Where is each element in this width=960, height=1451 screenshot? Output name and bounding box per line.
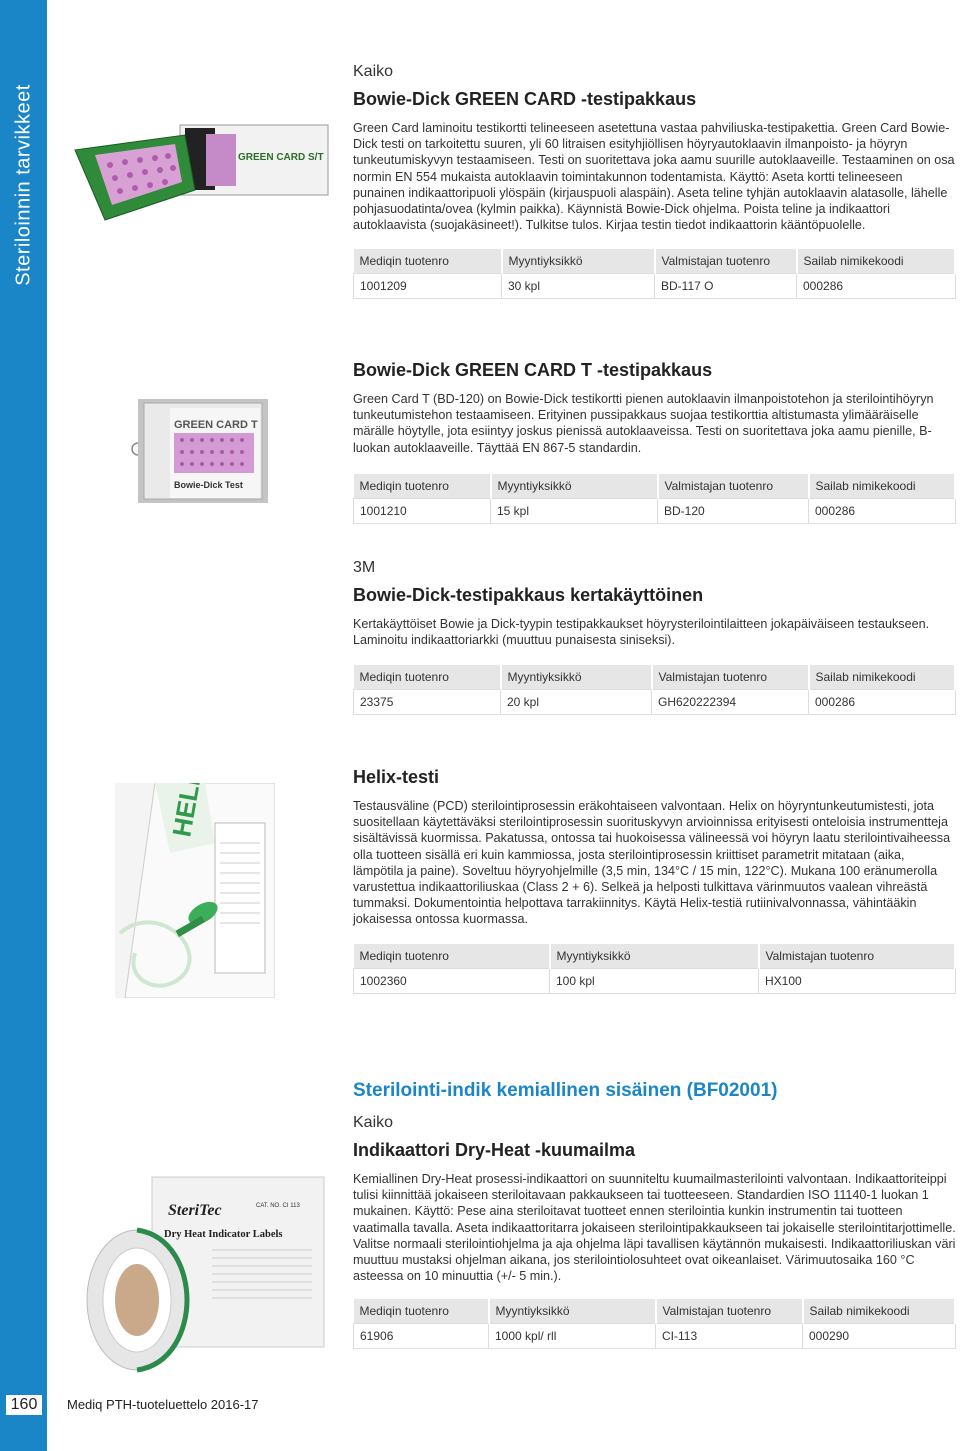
- page-number: 160: [6, 1395, 42, 1415]
- green-card-t-image: [130, 398, 270, 504]
- product-description: Testausväline (PCD) sterilointiprosessin eräkohtaiseen valvontaan. Helix on höyryntunkeutumistesti, jota suositellaan käytettäväksi sterilointiprosessin suorituskyvyn arvioinnissa erityisesti onteloisia instrumentteja sisältävissä kuormissa. Pakatussa, ontossa tai huokoisessa välineessä voi höyryn laatu sterilointivaiheessa olla tuotteen sisällä eri kuin kammiossa, josta sterilointiprosessin kriittiset parametrit mitataan (aika, lämpötila ja paine). Soveltuu höyryohjelmille (3,5 min, 134°C / 15 min, 122°C). Mukana 100 eränumerolla varustettua indikaattoriliuskaa (Class 2 + 6). Selkeä ja helposti tulkittava värinmuutos vaalean vihreästä tummaksi. Dokumentointia helpottava tarrakiinnitys. Käytä Helix-testiä rutiinivalvonnassa, vähintääkin jokaisessa ontossa kuormassa.: [353, 799, 951, 927]
- sidebar-title-text: Steriloinnin tarvikkeet: [12, 84, 35, 286]
- cell-unit: 20 kpl: [501, 690, 652, 715]
- green-card-image: [70, 120, 330, 230]
- header-sailab: Sailab nimikekoodi: [803, 1299, 956, 1324]
- cell-mediq: 23375: [354, 690, 501, 715]
- cell-sailab: 000290: [803, 1324, 956, 1349]
- header-manufacturer: Valmistajan tuotenro: [658, 474, 809, 499]
- product-3m-bowie-dick: [353, 559, 956, 715]
- dry-heat-label-title: Dry Heat Indicator Labels: [164, 1229, 283, 1240]
- category-heading: Sterilointi-indik kemiallinen sisäinen (BF02001): [353, 1080, 778, 1101]
- green-card-box-label: GREEN CARD S/T: [238, 152, 324, 163]
- product-green-card-t: [353, 360, 956, 524]
- product-description: Kemiallinen Dry-Heat prosessi-indikaattori on suunniteltu kuumailmasterilointi valvontaan. Indikaattoriteippi tulisi kiinnittää jokaiseen steriloitavaan pakkaukseen tai tuotteeseen. Standardien ISO 11140-1 luokan 1 mukainen. Käyttö: Pese aina steriloitavat tuotteet ennen sterilointia kunkin instrumentin tai tuotteen vaatimalla tavalla. Aseta indikaattoritarra jokaiseen sterilointipakkaukseen tai jokaiselle sterilointitarjottimelle. Valitse normaali sterilointiohjelma ja aja ohjelma läpi tavallisen käytännön mukaisesti. Indikaattoriliuskan väri muuttuu mustaksi ohjelman aikana, jos sterilointiolosuhteet ovat oikeanlaiset. Värimuutosaika 160 °C asteessa on 10 minuuttia (+/- 5 min.).: [353, 1172, 956, 1284]
- header-mediq: Mediqin tuotenro: [354, 1299, 489, 1324]
- product-description: Kertakäyttöiset Bowie ja Dick-tyypin testipakkaukset höyrysterilointilaitteen jokapäiväiseen testaukseen. Laminoitu indikaattoriarkki (muuttuu punaisesta siniseksi).: [353, 617, 930, 648]
- cell-manufacturer: BD-120: [658, 498, 809, 523]
- table-row: [354, 274, 956, 299]
- table-row: [354, 690, 956, 715]
- steritec-logo: SteriTec: [168, 1202, 222, 1219]
- header-mediq: Mediqin tuotenro: [354, 249, 502, 274]
- brand-label: 3M: [353, 559, 376, 576]
- cell-manufacturer: BD-117 O: [655, 274, 797, 299]
- table-row: [354, 498, 956, 523]
- cell-unit: 1000 kpl/ rll: [489, 1324, 656, 1349]
- product-spec-table: [353, 474, 956, 524]
- cell-sailab: 000286: [809, 498, 956, 523]
- helix-image: [115, 783, 275, 998]
- header-sailab: Sailab nimikekoodi: [809, 474, 956, 499]
- product-dry-heat: [353, 1080, 956, 1349]
- product-spec-table: [353, 249, 956, 299]
- cell-sailab: 000286: [809, 690, 956, 715]
- header-unit: Myyntiyksikkö: [491, 474, 658, 499]
- header-unit: Myyntiyksikkö: [489, 1299, 656, 1324]
- cell-mediq: 1001209: [354, 274, 502, 299]
- table-row: [354, 968, 956, 993]
- dry-heat-image: [82, 1175, 327, 1375]
- header-unit: Myyntiyksikkö: [502, 249, 655, 274]
- header-mediq: Mediqin tuotenro: [354, 944, 550, 969]
- header-manufacturer: Valmistajan tuotenro: [652, 665, 809, 690]
- cell-manufacturer: CI-113: [656, 1324, 803, 1349]
- header-manufacturer: Valmistajan tuotenro: [655, 249, 797, 274]
- cell-manufacturer: GH620222394: [652, 690, 809, 715]
- bowie-dick-test-label: Bowie-Dick Test: [174, 480, 243, 490]
- product-spec-table: [353, 665, 956, 715]
- product-description: Green Card T (BD-120) on Bowie-Dick testikortti pienen autoklaavin ilmanpoistotehon ja sterilointihöyryn tunkeutumistehon testaamiseen. Erityinen pussipakkaus suojaa testikorttia altistumasta ylimääräiselle märälle höytylle, jota esiintyy joskus pienissä autoklaaveissa. Testi on suoritettava joka aamu pienille, B-luokan autoklaaveille. Täyttää EN 867-5 standardin.: [353, 392, 934, 455]
- product-title: Bowie-Dick-testipakkaus kertakäyttöinen: [353, 585, 704, 605]
- product-description: Green Card laminoitu testikortti telineeseen asetettuna vastaa pahviliuska-testipakettia. Green Card Bowie-Dick testi on tarkoitettu suuren, yli 60 litraisen esityhjiöllisen höyryautoklaavin ilmanpoisto- ja höyryn tunkeutumiskyvyn testaamiseen. Testi on suoritettava joka aamu suurille autoklaaveille. Testaaminen on osa normin EN 554 mukaista autoklaavin toimintakunnon todentamista. Käyttö: Aseta kortti telineeseen punainen indikaattoripuoli ylöspäin (kirjauspuoli alaspäin). Aseta teline tyhjän autoklaavin alatasolle, lähelle pohjasuodatinta/ovea (kylmin paikka). Käynnistä Bowie-Dick ohjelma. Poista teline ja indikaattori autoklaavista (suojakäsineet!). Tulkitse tulos. Kirjaa testin tiedot indikaattorin kääntöpuolelle.: [353, 121, 955, 233]
- green-card-t-label: GREEN CARD T: [174, 419, 258, 431]
- product-spec-table: [353, 944, 956, 994]
- cell-unit: 30 kpl: [502, 274, 655, 299]
- header-unit: Myyntiyksikkö: [550, 944, 759, 969]
- brand-label: Kaiko: [353, 1114, 394, 1131]
- cell-unit: 100 kpl: [550, 968, 759, 993]
- header-sailab: Sailab nimikekoodi: [797, 249, 956, 274]
- catalog-footer: Mediq PTH-tuoteluettelo 2016-17: [67, 1397, 259, 1412]
- cell-sailab: 000286: [797, 274, 956, 299]
- header-mediq: Mediqin tuotenro: [354, 665, 501, 690]
- header-unit: Myyntiyksikkö: [501, 665, 652, 690]
- header-manufacturer: Valmistajan tuotenro: [656, 1299, 803, 1324]
- cell-mediq: 1001210: [354, 498, 491, 523]
- product-title: Indikaattori Dry-Heat -kuumailma: [353, 1140, 636, 1160]
- cell-unit: 15 kpl: [491, 498, 658, 523]
- table-row: [354, 1324, 956, 1349]
- header-manufacturer: Valmistajan tuotenro: [759, 944, 956, 969]
- product-title: Helix-testi: [353, 767, 440, 787]
- cell-mediq: 1002360: [354, 968, 550, 993]
- sidebar-title: [0, 0, 47, 320]
- product-title: Bowie-Dick GREEN CARD T -testipakkaus: [353, 360, 713, 380]
- cell-manufacturer: HX100: [759, 968, 956, 993]
- product-helix: [353, 767, 956, 994]
- product-spec-table: [353, 1299, 956, 1349]
- brand-label: Kaiko: [353, 63, 394, 80]
- cat-no-label: CAT. NO. CI 113: [256, 1203, 300, 1209]
- header-mediq: Mediqin tuotenro: [354, 474, 491, 499]
- helix-box-label: HELI: [166, 783, 207, 840]
- cell-mediq: 61906: [354, 1324, 489, 1349]
- header-sailab: Sailab nimikekoodi: [809, 665, 956, 690]
- product-title: Bowie-Dick GREEN CARD -testipakkaus: [353, 89, 697, 109]
- sidebar: [0, 0, 47, 1451]
- product-green-card: [353, 63, 956, 299]
